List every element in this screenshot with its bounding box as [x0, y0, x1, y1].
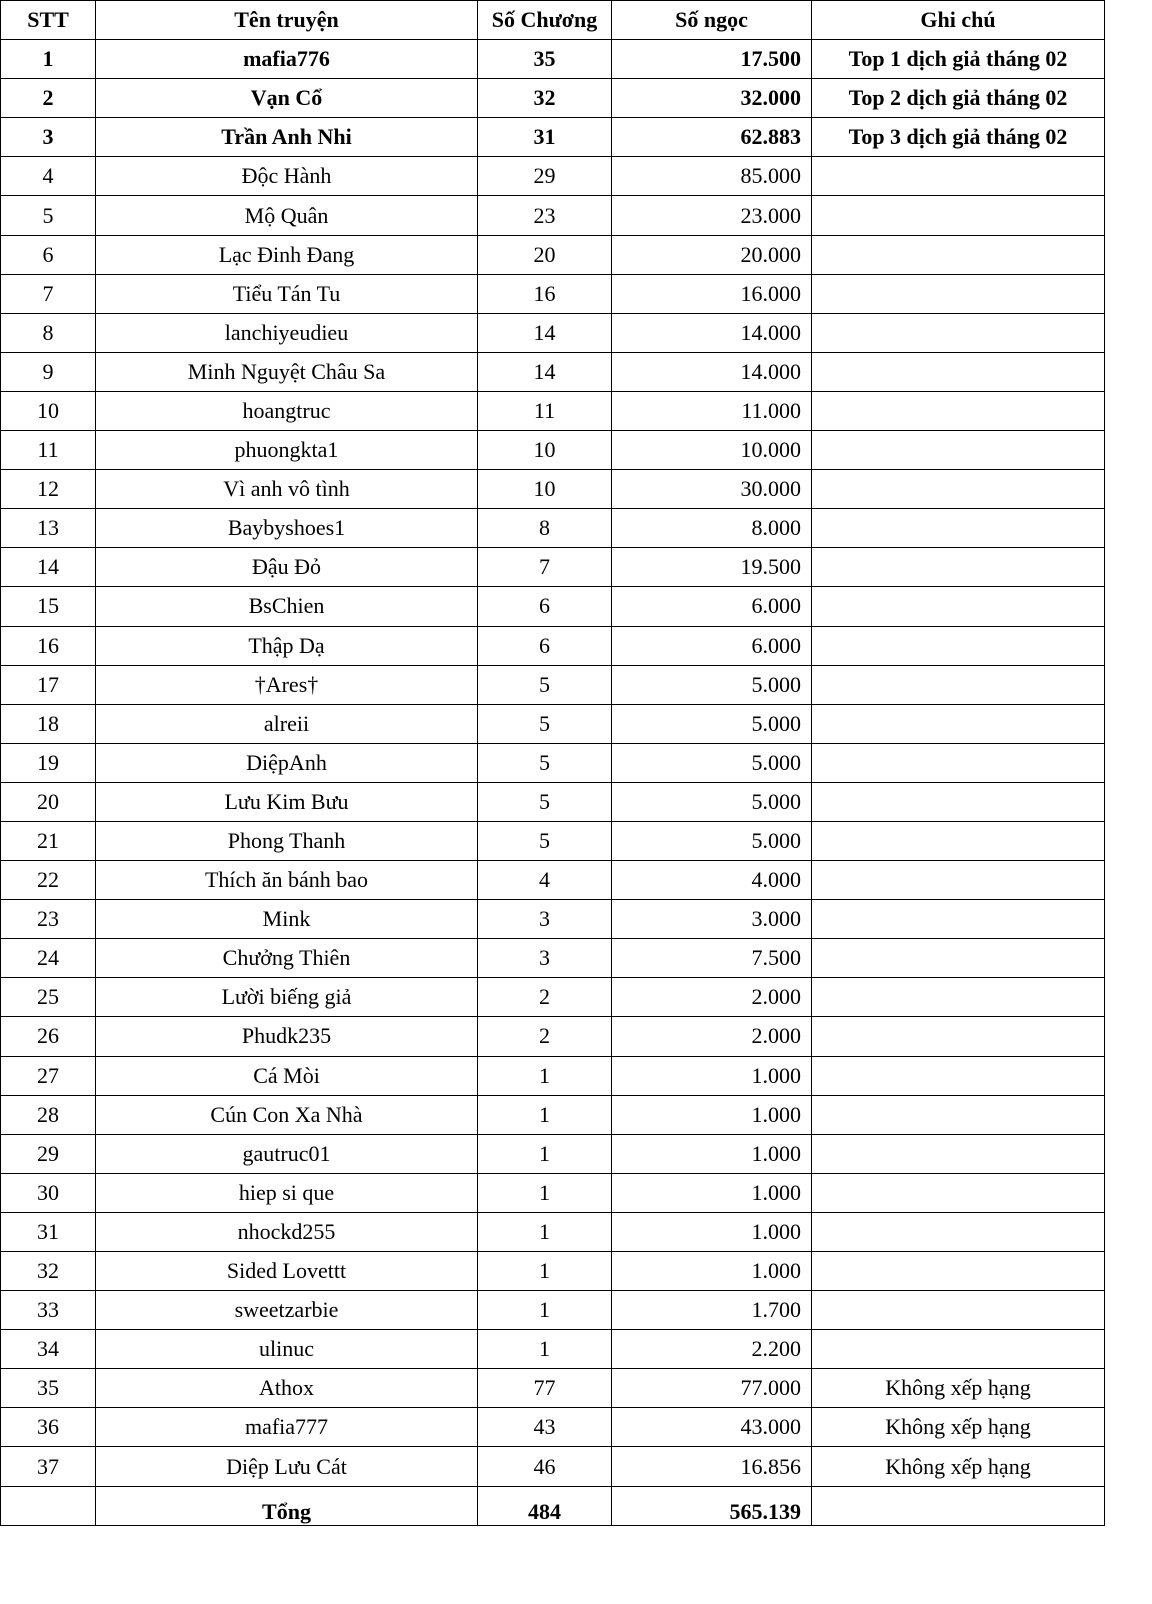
row-stt: 7 [1, 274, 96, 313]
table-row [1, 79, 1105, 118]
row-stt: 9 [1, 352, 96, 391]
row-stt: 34 [1, 1330, 96, 1369]
header-chapters: Số Chương [478, 1, 612, 40]
table-row [1, 1291, 1105, 1330]
row-chapters: 10 [478, 431, 612, 470]
row-gems: 1.000 [612, 1252, 812, 1291]
row-note [812, 431, 1105, 470]
row-chapters: 35 [478, 40, 612, 79]
row-note: Top 3 dịch giả tháng 02 [812, 118, 1105, 157]
table-body [1, 40, 1105, 1486]
row-stt: 29 [1, 1134, 96, 1173]
row-gems: 1.000 [612, 1134, 812, 1173]
row-stt: 28 [1, 1095, 96, 1134]
row-name: Thập Dạ [96, 626, 478, 665]
total-label: Tổng [96, 1486, 478, 1525]
row-name: †Ares† [96, 665, 478, 704]
row-stt: 35 [1, 1369, 96, 1408]
row-gems: 16.000 [612, 274, 812, 313]
row-chapters: 1 [478, 1173, 612, 1212]
row-chapters: 7 [478, 548, 612, 587]
row-stt: 16 [1, 626, 96, 665]
row-chapters: 29 [478, 157, 612, 196]
table-row [1, 352, 1105, 391]
row-gems: 5.000 [612, 821, 812, 860]
total-note-cell [812, 1486, 1105, 1525]
row-name: Athox [96, 1369, 478, 1408]
row-gems: 4.000 [612, 861, 812, 900]
table-row [1, 821, 1105, 860]
table-row [1, 1252, 1105, 1291]
row-name: gautruc01 [96, 1134, 478, 1173]
row-chapters: 5 [478, 782, 612, 821]
row-gems: 77.000 [612, 1369, 812, 1408]
row-chapters: 5 [478, 821, 612, 860]
row-name: lanchiyeudieu [96, 313, 478, 352]
row-stt: 37 [1, 1447, 96, 1486]
row-name: Sided Lovettt [96, 1252, 478, 1291]
row-stt: 15 [1, 587, 96, 626]
row-chapters: 14 [478, 313, 612, 352]
row-stt: 17 [1, 665, 96, 704]
row-name: Độc Hành [96, 157, 478, 196]
row-name: Đậu Đỏ [96, 548, 478, 587]
header-name: Tên truyện [96, 1, 478, 40]
row-gems: 10.000 [612, 431, 812, 470]
row-name: Mộ Quân [96, 196, 478, 235]
row-gems: 11.000 [612, 391, 812, 430]
row-note [812, 782, 1105, 821]
row-name: Trần Anh Nhi [96, 118, 478, 157]
table-row [1, 978, 1105, 1017]
row-gems: 1.000 [612, 1173, 812, 1212]
row-note [812, 1134, 1105, 1173]
row-name: mafia777 [96, 1408, 478, 1447]
row-name: hoangtruc [96, 391, 478, 430]
row-note [812, 274, 1105, 313]
row-chapters: 1 [478, 1252, 612, 1291]
row-stt: 26 [1, 1017, 96, 1056]
row-stt: 27 [1, 1056, 96, 1095]
table-row [1, 391, 1105, 430]
row-note: Top 1 dịch giả tháng 02 [812, 40, 1105, 79]
row-stt: 8 [1, 313, 96, 352]
table-row [1, 782, 1105, 821]
row-stt: 30 [1, 1173, 96, 1212]
row-chapters: 20 [478, 235, 612, 274]
row-stt: 10 [1, 391, 96, 430]
row-name: Phudk235 [96, 1017, 478, 1056]
row-name: DiệpAnh [96, 743, 478, 782]
row-stt: 14 [1, 548, 96, 587]
row-stt: 36 [1, 1408, 96, 1447]
row-chapters: 1 [478, 1134, 612, 1173]
row-name: Diệp Lưu Cát [96, 1447, 478, 1486]
header-gems: Số ngọc [612, 1, 812, 40]
row-note [812, 1330, 1105, 1369]
row-chapters: 46 [478, 1447, 612, 1486]
row-gems: 1.700 [612, 1291, 812, 1330]
table-row [1, 665, 1105, 704]
row-stt: 13 [1, 509, 96, 548]
row-note: Top 2 dịch giả tháng 02 [812, 79, 1105, 118]
row-chapters: 5 [478, 704, 612, 743]
table-row [1, 118, 1105, 157]
row-gems: 19.500 [612, 548, 812, 587]
row-name: Vạn Cổ [96, 79, 478, 118]
row-stt: 6 [1, 235, 96, 274]
row-note [812, 548, 1105, 587]
table-row [1, 939, 1105, 978]
row-note: Không xếp hạng [812, 1447, 1105, 1486]
table-row [1, 1212, 1105, 1251]
row-stt: 31 [1, 1212, 96, 1251]
table-row [1, 157, 1105, 196]
row-chapters: 1 [478, 1291, 612, 1330]
table-row [1, 587, 1105, 626]
row-name: Phong Thanh [96, 821, 478, 860]
row-chapters: 6 [478, 626, 612, 665]
row-gems: 5.000 [612, 743, 812, 782]
row-chapters: 8 [478, 509, 612, 548]
row-chapters: 3 [478, 900, 612, 939]
table-row [1, 196, 1105, 235]
table-row [1, 1330, 1105, 1369]
row-note [812, 1017, 1105, 1056]
row-stt: 33 [1, 1291, 96, 1330]
row-chapters: 43 [478, 1408, 612, 1447]
row-gems: 16.856 [612, 1447, 812, 1486]
table-row [1, 861, 1105, 900]
row-name: hiep si que [96, 1173, 478, 1212]
table-row [1, 1408, 1105, 1447]
row-name: alreii [96, 704, 478, 743]
table-row [1, 1017, 1105, 1056]
row-chapters: 5 [478, 665, 612, 704]
row-gems: 8.000 [612, 509, 812, 548]
row-name: sweetzarbie [96, 1291, 478, 1330]
row-name: ulinuc [96, 1330, 478, 1369]
row-note [812, 235, 1105, 274]
row-name: Mink [96, 900, 478, 939]
row-stt: 4 [1, 157, 96, 196]
table-row [1, 509, 1105, 548]
row-name: Cá Mòi [96, 1056, 478, 1095]
row-note [812, 821, 1105, 860]
row-note [812, 743, 1105, 782]
table-row [1, 900, 1105, 939]
table-row [1, 548, 1105, 587]
table-row [1, 1369, 1105, 1408]
row-name: Lạc Đinh Đang [96, 235, 478, 274]
row-note [812, 665, 1105, 704]
row-note [812, 509, 1105, 548]
row-note [812, 587, 1105, 626]
row-gems: 23.000 [612, 196, 812, 235]
row-note [812, 1252, 1105, 1291]
row-name: Lười biếng giả [96, 978, 478, 1017]
row-stt: 3 [1, 118, 96, 157]
row-note: Không xếp hạng [812, 1408, 1105, 1447]
row-note [812, 626, 1105, 665]
row-note [812, 391, 1105, 430]
table-row [1, 626, 1105, 665]
total-stt-cell [1, 1486, 96, 1525]
row-name: BsChien [96, 587, 478, 626]
row-stt: 5 [1, 196, 96, 235]
row-name: Cún Con Xa Nhà [96, 1095, 478, 1134]
row-chapters: 14 [478, 352, 612, 391]
row-gems: 5.000 [612, 782, 812, 821]
row-note [812, 861, 1105, 900]
row-chapters: 1 [478, 1056, 612, 1095]
table-row [1, 1173, 1105, 1212]
row-chapters: 1 [478, 1212, 612, 1251]
row-gems: 1.000 [612, 1095, 812, 1134]
row-chapters: 23 [478, 196, 612, 235]
row-stt: 11 [1, 431, 96, 470]
row-gems: 6.000 [612, 626, 812, 665]
table-row [1, 743, 1105, 782]
row-note [812, 1291, 1105, 1330]
row-gems: 17.500 [612, 40, 812, 79]
table-row [1, 1095, 1105, 1134]
row-gems: 3.000 [612, 900, 812, 939]
table-row [1, 431, 1105, 470]
row-stt: 12 [1, 470, 96, 509]
row-note: Không xếp hạng [812, 1369, 1105, 1408]
table-row [1, 1056, 1105, 1095]
row-note [812, 704, 1105, 743]
row-note [812, 470, 1105, 509]
row-chapters: 11 [478, 391, 612, 430]
row-gems: 1.000 [612, 1056, 812, 1095]
table-row [1, 1447, 1105, 1486]
row-gems: 1.000 [612, 1212, 812, 1251]
row-gems: 30.000 [612, 470, 812, 509]
row-name: phuongkta1 [96, 431, 478, 470]
row-note [812, 196, 1105, 235]
table-row [1, 1134, 1105, 1173]
table-row [1, 40, 1105, 79]
table-row [1, 274, 1105, 313]
row-gems: 62.883 [612, 118, 812, 157]
row-name: Vì anh vô tình [96, 470, 478, 509]
row-gems: 2.200 [612, 1330, 812, 1369]
row-note [812, 1173, 1105, 1212]
row-chapters: 2 [478, 978, 612, 1017]
row-name: Chưởng Thiên [96, 939, 478, 978]
row-gems: 85.000 [612, 157, 812, 196]
row-note [812, 1212, 1105, 1251]
row-stt: 18 [1, 704, 96, 743]
row-stt: 19 [1, 743, 96, 782]
header-row [1, 1, 1105, 40]
row-gems: 6.000 [612, 587, 812, 626]
row-gems: 20.000 [612, 235, 812, 274]
row-chapters: 6 [478, 587, 612, 626]
row-note [812, 1056, 1105, 1095]
row-chapters: 16 [478, 274, 612, 313]
row-chapters: 31 [478, 118, 612, 157]
row-gems: 2.000 [612, 1017, 812, 1056]
total-row [1, 1486, 1105, 1525]
row-chapters: 1 [478, 1330, 612, 1369]
row-gems: 2.000 [612, 978, 812, 1017]
table-row [1, 313, 1105, 352]
row-gems: 43.000 [612, 1408, 812, 1447]
row-stt: 24 [1, 939, 96, 978]
table-row [1, 704, 1105, 743]
row-note [812, 352, 1105, 391]
row-gems: 5.000 [612, 704, 812, 743]
row-gems: 14.000 [612, 352, 812, 391]
row-stt: 21 [1, 821, 96, 860]
row-chapters: 3 [478, 939, 612, 978]
row-gems: 14.000 [612, 313, 812, 352]
row-name: Tiểu Tán Tu [96, 274, 478, 313]
row-chapters: 32 [478, 79, 612, 118]
row-gems: 5.000 [612, 665, 812, 704]
row-stt: 1 [1, 40, 96, 79]
row-note [812, 939, 1105, 978]
row-name: Thích ăn bánh bao [96, 861, 478, 900]
header-note: Ghi chú [812, 1, 1105, 40]
total-chapters: 484 [478, 1486, 612, 1525]
row-chapters: 10 [478, 470, 612, 509]
row-stt: 2 [1, 79, 96, 118]
row-name: nhockd255 [96, 1212, 478, 1251]
row-name: Minh Nguyệt Châu Sa [96, 352, 478, 391]
row-note [812, 1095, 1105, 1134]
row-chapters: 77 [478, 1369, 612, 1408]
row-stt: 25 [1, 978, 96, 1017]
header-stt: STT [1, 1, 96, 40]
row-name: Lưu Kim Bưu [96, 782, 478, 821]
row-chapters: 4 [478, 861, 612, 900]
row-note [812, 157, 1105, 196]
row-chapters: 1 [478, 1095, 612, 1134]
row-name: Baybyshoes1 [96, 509, 478, 548]
row-note [812, 900, 1105, 939]
row-note [812, 978, 1105, 1017]
row-gems: 7.500 [612, 939, 812, 978]
row-stt: 22 [1, 861, 96, 900]
row-gems: 32.000 [612, 79, 812, 118]
row-chapters: 5 [478, 743, 612, 782]
row-stt: 20 [1, 782, 96, 821]
row-note [812, 313, 1105, 352]
row-stt: 32 [1, 1252, 96, 1291]
row-chapters: 2 [478, 1017, 612, 1056]
table-row [1, 470, 1105, 509]
row-name: mafia776 [96, 40, 478, 79]
table-row [1, 235, 1105, 274]
row-stt: 23 [1, 900, 96, 939]
total-gems: 565.139 [612, 1486, 812, 1525]
